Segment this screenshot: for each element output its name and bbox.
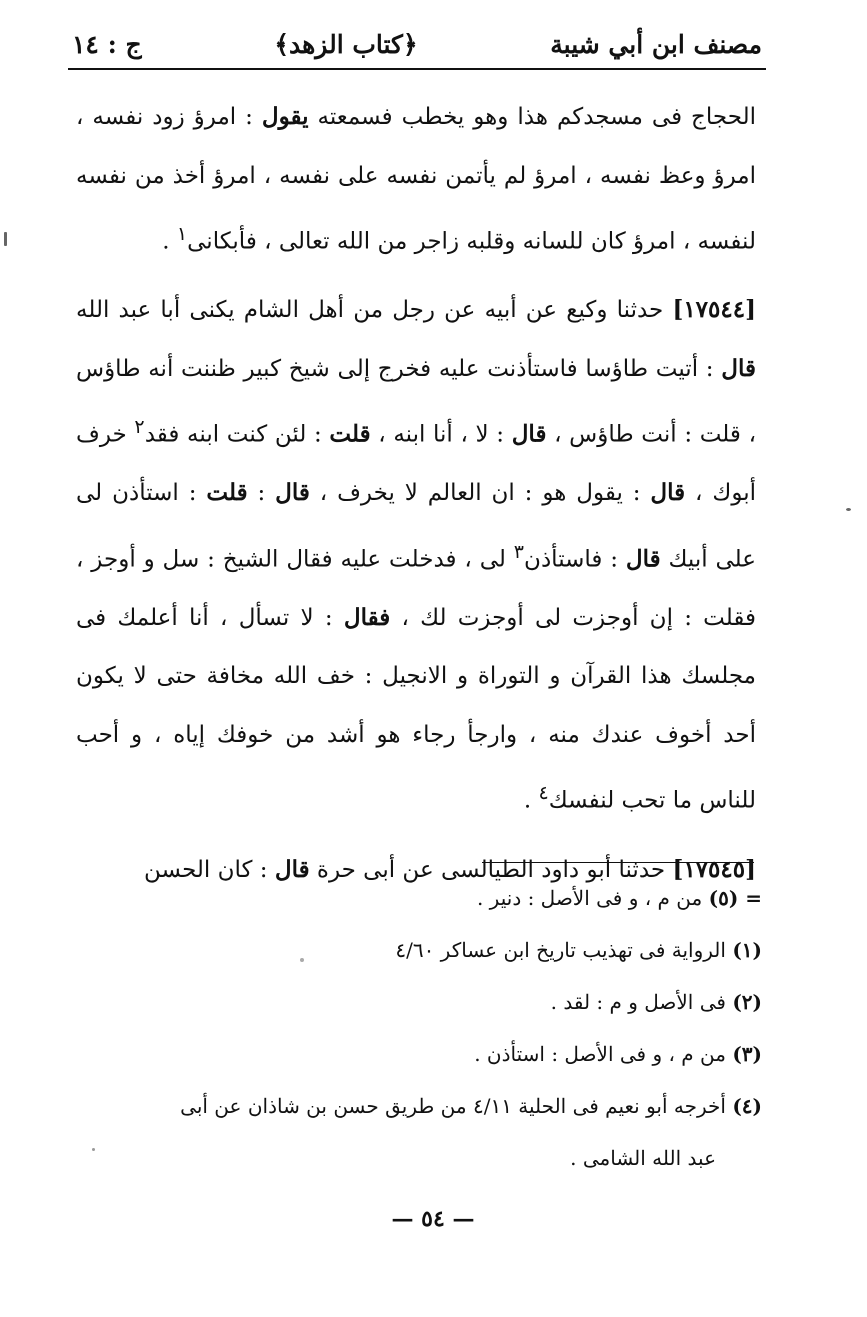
footnote-carryover [72, 872, 762, 924]
footnote-mark: (٢) [732, 990, 762, 1014]
footnote-text: من م ، و فى الأصل : استأذن . [474, 1042, 733, 1066]
text-run: . [162, 228, 177, 255]
book-title: مصنف ابن أبي شيبة [550, 29, 762, 59]
text-run: لى ، فدخلت عليه فقال الشيخ : سل و أوجز ، فقلت : إن أوجزت لى أوجزت لك ، [76, 546, 756, 631]
footnote-4-continued: عبد الله الشامى . [570, 1146, 716, 1170]
footnote-ref: ٢ [134, 415, 145, 439]
text-run: . [523, 788, 539, 815]
text-run: : [247, 480, 276, 507]
footnote-2 [72, 976, 762, 1028]
text-run: : استأذن لى على أبيك [76, 480, 756, 573]
page-number: — ٥٤ — [391, 1206, 475, 1232]
footnote-mark: = (٥) [708, 886, 762, 910]
scan-speck [846, 508, 851, 511]
footnote-text: من م ، و فى الأصل : دنير . [476, 886, 709, 910]
footnote-ref: ٣ [513, 539, 525, 563]
main-text [76, 88, 756, 899]
keyword: قال [625, 545, 661, 573]
keyword: قلت [206, 479, 248, 507]
footnotes [72, 872, 762, 1184]
keyword: قال [721, 354, 756, 382]
text-run: : لئن كنت ابنه فقد [144, 421, 330, 448]
volume-number: ج : ١٤ [72, 29, 142, 59]
keyword: قال [274, 855, 310, 883]
footnote-ref: ١ [176, 222, 188, 245]
text-run: حدثنا وكيع عن أبيه عن رجل من أهل الشام يكنى أبا عبد الله [76, 297, 673, 324]
footnote-3 [72, 1028, 762, 1080]
footnote-mark: (٣) [732, 1042, 762, 1066]
keyword: قال [275, 479, 310, 507]
hadith-number: [١٧٥٤٤] [672, 296, 756, 324]
text-run: : امرؤ زود نفسه ، امرؤ وعظ نفسه ، امرؤ لم يأتمن نفسه على نفسه ، امرؤ أخذ من نفسه لنفسه ، امرؤ كان للسانه وقلبه زاجر من الله تعالى ، فأبكانى [76, 104, 756, 255]
keyword: قال [650, 479, 686, 507]
footnote-text: أخرجه أبو نعيم فى الحلية ٤/١١ من طريق حسن بن شاذان عن أبى [180, 1094, 733, 1118]
footnote-text: الرواية فى تهذيب تاريخ ابن عساكر ٤/٦٠ [395, 938, 733, 962]
keyword: يقول [261, 103, 309, 130]
footnote-1 [72, 924, 762, 976]
keyword: قال [511, 420, 547, 448]
header-rule [68, 68, 766, 70]
hadith-number: [١٧٥٤٥] [672, 855, 756, 883]
keyword: فقال [343, 603, 391, 631]
scan-speck [4, 232, 7, 246]
footnote-mark: (٤) [732, 1094, 762, 1118]
footnote-rule [482, 862, 754, 863]
text-run: حدثنا أبو داود الطيالسى عن أبى حرة [309, 856, 673, 883]
footnote-text: فى الأصل و م : لقد . [550, 990, 733, 1014]
paragraph-continued [76, 88, 756, 271]
hadith-17544 [76, 281, 756, 830]
text-run: خرف أبوك ، [76, 421, 756, 507]
footnote-ref: ٤ [538, 781, 549, 805]
text-run: : لا ، أنا ابنه ، [370, 421, 512, 448]
text-run: الحجاج فى مسجدكم هذا وهو يخطب فسمعته [308, 104, 757, 130]
scan-speck [92, 1148, 95, 1151]
text-run: : فاستأذن [524, 546, 626, 573]
footnote-mark: (١) [732, 938, 762, 962]
text-run: : أتيت طاؤسا فاستأذنت عليه فخرج إلى شيخ كبير ظننت أنه طاؤس ، قلت : أنت طاؤس ، [76, 355, 756, 448]
text-run: : كان الحسن [144, 856, 275, 883]
text-run: : يقول هو : ان العالم لا يخرف ، [309, 480, 651, 507]
text-run: : لا تسأل ، أنا أعلمك فى مجلسك هذا القرآن و التوراة و الانجيل : خف الله مخافة حتى لا يكون أحد أخوف عندك منه ، وارجأ رجاء هو أشد من خوفك إياه ، و أحب للناس ما تحب لنفسك [76, 604, 756, 815]
running-header [72, 22, 762, 66]
scan-speck [300, 958, 304, 962]
footnote-4 [72, 1080, 762, 1132]
section-title: ﴿كتاب الزهد﴾ [274, 29, 418, 59]
keyword: قلت [329, 420, 371, 448]
